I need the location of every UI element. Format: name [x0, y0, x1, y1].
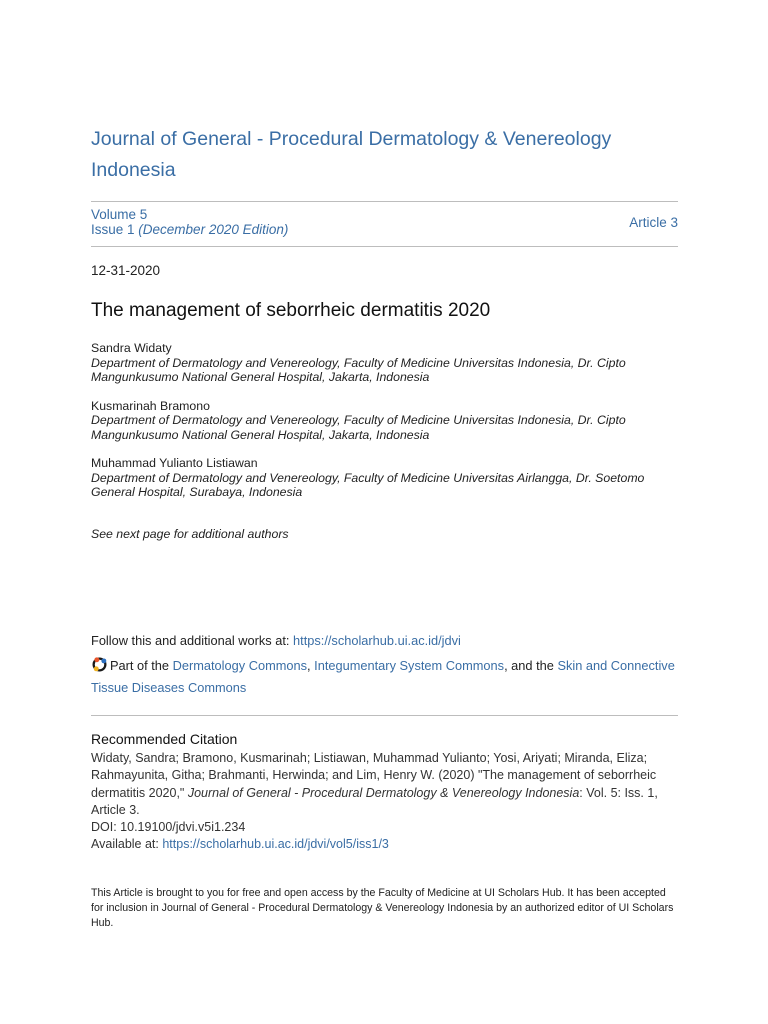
article-number-link[interactable]: Article 3	[629, 215, 678, 230]
open-access-note: This Article is brought to you for free and open access by the Faculty of Medicine at UI Scholars Hub. It has been accepted for inclusion in Journal of General - Procedural Dermatology & Venereology Indonesia by an authorized editor of UI Scholars Hub.	[91, 887, 674, 929]
cover-page	[91, 0, 678, 1024]
author-affiliation: Department of Dermatology and Venereology, Faculty of Medicine Universitas Airlangga, Dr. Soetomo General Hospital, Surabaya, Indonesia	[91, 470, 645, 499]
part-of-sep-1: ,	[307, 658, 315, 673]
available-url-link[interactable]: https://scholarhub.ui.ac.id/jdvi/vol5/iss1/3	[162, 837, 389, 852]
journal-title-link[interactable]: Journal of General - Procedural Dermatology & Venereology Indonesia	[91, 128, 612, 181]
citation-heading: Recommended Citation	[91, 731, 238, 747]
author-name: Sandra Widaty	[91, 341, 172, 355]
volume-issue-block	[91, 208, 288, 237]
part-of-sep-2: , and the	[504, 658, 558, 673]
citation-volume: : Vol. 5: Iss. 1, Article 3.	[91, 785, 658, 817]
citation-doi: DOI: 10.19100/jdvi.v5i1.234	[91, 820, 246, 835]
edition-label: (December 2020 Edition)	[138, 221, 289, 237]
author-entry	[91, 399, 678, 443]
integumentary-commons-link[interactable]: Integumentary System Commons	[314, 658, 505, 673]
author-list	[91, 341, 678, 514]
author-affiliation: Department of Dermatology and Venereology, Faculty of Medicine Universitas Indonesia, Dr. Cipto Mangunkusumo National General Hospital, Jakarta, Indonesia	[91, 355, 626, 384]
citation-body	[91, 750, 678, 854]
follow-line	[91, 633, 461, 648]
skin-connective-commons-link[interactable]: Skin and Connective Tissue Diseases Commons	[91, 658, 675, 695]
author-name: Muhammad Yulianto Listiawan	[91, 456, 258, 470]
issue-divider	[91, 246, 678, 247]
dermatology-commons-link[interactable]: Dermatology Commons	[172, 658, 308, 673]
additional-authors-note: See next page for additional authors	[91, 527, 289, 541]
part-of-line	[91, 655, 678, 699]
author-affiliation: Department of Dermatology and Venereology, Faculty of Medicine Universitas Indonesia, Dr. Cipto Mangunkusumo National General Hospital, Jakarta, Indonesia	[91, 413, 626, 442]
top-divider	[91, 201, 678, 202]
citation-journal: Journal of General - Procedural Dermatology & Venereology Indonesia	[187, 785, 580, 800]
citation-text: Widaty, Sandra; Bramono, Kusmarinah; Listiawan, Muhammad Yulianto; Yosi, Ariyati; Miranda, Eliza; Rahmayunita, Githa; Brahmanti, Herwinda; and Lim, Henry W. (2020) "The management of seborrheic dermatitis 2020,"	[91, 751, 657, 800]
author-entry	[91, 341, 678, 385]
publication-date: 12-31-2020	[91, 263, 161, 278]
author-entry	[91, 456, 678, 500]
volume-link[interactable]: Volume 5	[91, 207, 148, 222]
follow-url-link[interactable]: https://scholarhub.ui.ac.id/jdvi	[293, 633, 461, 648]
available-label: Available at:	[91, 837, 163, 852]
article-title: The management of seborrheic dermatitis 2020	[91, 300, 491, 321]
issue-link[interactable]: Issue 1	[91, 221, 135, 237]
part-of-prefix: Part of the	[110, 658, 173, 673]
citation-available	[91, 836, 678, 853]
network-commons-icon	[91, 656, 108, 673]
follow-label: Follow this and additional works at:	[91, 633, 294, 648]
citation-divider	[91, 715, 678, 716]
author-name: Kusmarinah Bramono	[91, 398, 210, 413]
